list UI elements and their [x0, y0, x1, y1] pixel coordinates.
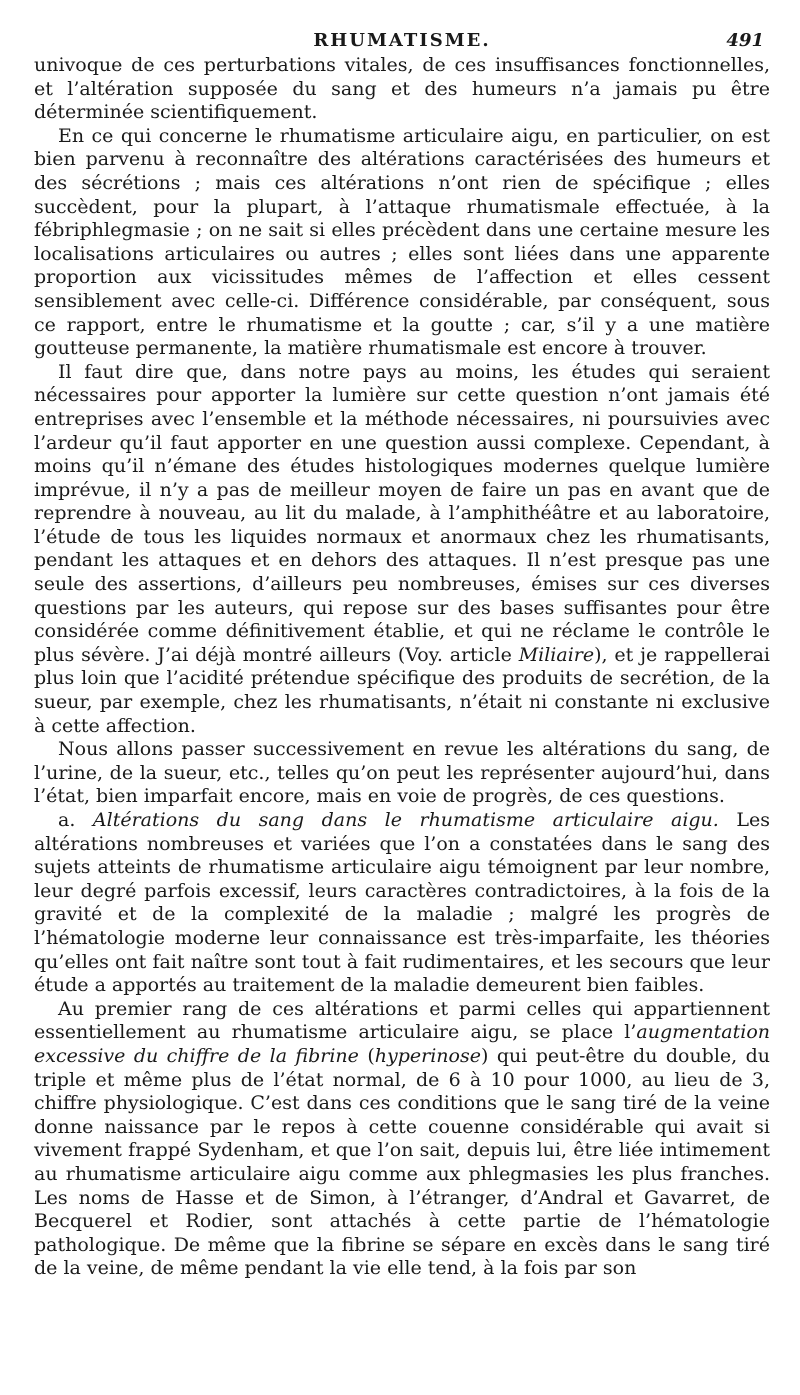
- text-segment: En ce qui concerne le rhumatisme articulaire aigu, en particulier, on est bien parvenu à reconnaître des altérations caractérisées des humeurs et des sécrétions ; mais ces altérations n’ont rien de spécifique ; elles succèdent, pour la plupart, à l’attaque rhumatismale effectuée, à la fébriphlegmasie ; on ne sait si elles précèdent dans une certaine mesure les localisations articulaires ou autres ; elles sont liées dans une apparente proportion aux vicissitudes mêmes de l’affection et elles cessent sensiblement avec celle-ci. Différence considérable, par conséquent, sous ce rapport, entre le rhumatisme et la goutte ; car, s’il y a une matière goutteuse permanente, la matière rhumatismale est encore à trouver.: [34, 124, 770, 360]
- body-text: [34, 54, 770, 1281]
- text-segment: (: [358, 1044, 375, 1067]
- paragraph: [34, 738, 770, 809]
- text-segment: Au premier rang de ces altérations et parmi celles qui appartiennent essentiellement au rhumatisme articulaire aigu, se place l’: [34, 997, 770, 1044]
- page-number: 491: [726, 30, 764, 51]
- running-head: RHUMATISME.: [313, 30, 491, 51]
- text-segment: a.: [58, 809, 93, 831]
- italic-segment: Altérations du sang dans le rhumatisme articulaire aigu.: [92, 809, 719, 831]
- text-segment: Les altérations nombreuses et variées que l’on a constatées dans le sang des sujets atteints de rhumatisme articulaire aigu témoignent par leur nombre, leur degré parfois excessif, leurs caractères contradictoires, à la fois de la gravité et de la complexité de la maladie ; malgré les progrès de l’hématologie moderne leur connaissance est très-imparfaite, les théories qu’elles ont fait naître sont tout à fait rudimentaires, et les secours que leur étude a apportés au traitement de la maladie demeurent bien faibles.: [34, 809, 770, 997]
- text-segment: univoque de ces perturbations vitales, de ces insuffisances fonctionnelles, et l’altération supposée du sang et des humeurs n’a jamais pu être déterminée scientifiquement.: [34, 54, 770, 124]
- italic-segment: Miliaire: [518, 643, 595, 666]
- italic-segment: hyperinose: [374, 1044, 481, 1067]
- paragraph: [34, 809, 770, 998]
- paragraph: [34, 998, 770, 1281]
- paragraph: [34, 361, 770, 739]
- text-segment: Nous allons passer successivement en revue les altérations du sang, de l’urine, de la sueur, etc., telles qu’on peut les représenter aujourd’hui, dans l’état, bien imparfait encore, mais en voie de progrès, de ces questions.: [34, 738, 770, 808]
- paragraph: [34, 125, 770, 361]
- paragraph: [34, 54, 770, 125]
- text-segment: Il faut dire que, dans notre pays au moins, les études qui seraient nécessaires pour apporter la lumière sur cette question n’ont jamais été entreprises avec l’ensemble et la méthode nécessaires, ni poursuivies avec l’ardeur qu’il faut apporter en une question aussi complexe. Cependant, à moins qu’il n’émane des études histologiques modernes quelque lumière imprévue, il n’y a pas de meilleur moyen de faire un pas en avant que de reprendre à nouveau, au lit du malade, à l’amphithéâtre et au laboratoire, l’étude de tous les liquides normaux et anormaux chez les rhumatisants, pendant les attaques et en dehors des attaques. Il n’est presque pas une seule des assertions, d’ailleurs peu nombreuses, émises sur ces diverses questions par les auteurs, qui repose sur des bases suffisantes pour être considérée comme définitivement établie, et qui ne réclame le contrôle le plus sévère. J’ai déjà montré ailleurs (Voy. article: [34, 360, 770, 666]
- italic-segment: augmentation excessive du chiffre de la fibrine: [34, 1021, 770, 1067]
- text-segment: ), et je rappellerai plus loin que l’acidité prétendue spécifique des produits de secrétion, de la sueur, par exemple, chez les rhumatisants, n’était ni constante ni exclusive à cette affection.: [34, 643, 770, 737]
- page-header: [34, 14, 770, 54]
- text-segment: ) qui peut-être du double, du triple et même plus de l’état normal, de 6 à 10 pour 1000, au lieu de 3, chiffre physiologique. C’est dans ces conditions que le sang tiré de la veine donne naissance par le repos à cette couenne considérable qui avait si vivement frappé Sydenham, et que l’on sait, depuis lui, être liée intimement au rhumatisme articulaire aigu comme aux phlegmasies les plus franches. Les noms de Hasse et de Simon, à l’étranger, d’Andral et Gavarret, de Becquerel et Rodier, sont attachés à cette partie de l’hématologie pathologique. De même que la fibrine se sépare en excès dans le sang tiré de la veine, de même pendant la vie elle tend, à la fois par son: [34, 1044, 771, 1280]
